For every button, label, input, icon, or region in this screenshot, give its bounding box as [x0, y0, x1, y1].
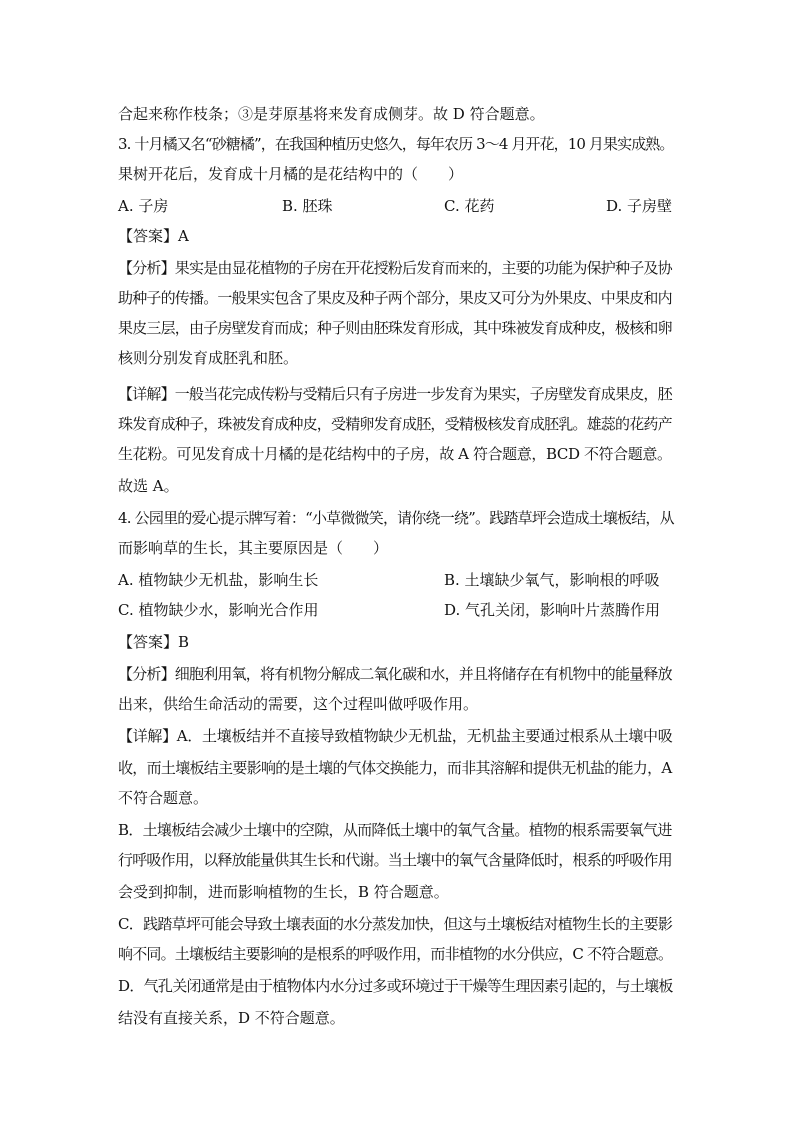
- q3-analysis-line: 助种子的传播。一般果实包含了果皮及种子两个部分，果皮又可分为外果皮、中果皮和内: [118, 289, 672, 307]
- q3-detail-line: 珠发育成种子，珠被发育成种皮，受精卵发育成胚，受精极核发育成胚乳。雄蕊的花药产: [118, 415, 672, 433]
- q4-detail-line: 会受到抑制，进而影响植物的生长，B 符合题意。: [118, 883, 449, 901]
- q4-detail-line: 行呼吸作用，以释放能量供其生长和代谢。当土壤中的氧气含量降低时，根系的呼吸作用: [118, 851, 672, 869]
- q3-option-b: B. 胚珠: [282, 197, 333, 215]
- q4-option-b: B. 土壤缺少氧气，影响根的呼吸: [444, 571, 660, 589]
- q4-detail-line: C．践踏草坪可能会导致土壤表面的水分蒸发加快，但这与土壤板结对植物生长的主要影: [118, 915, 673, 933]
- q3-analysis-line: 核则分别发育成胚乳和胚。: [118, 349, 299, 367]
- q4-detail-line: 响不同。土壤板结主要影响的是根系的呼吸作用，而非植物的水分供应，C 不符合题意。: [118, 945, 673, 963]
- q4-analysis-line: 出来，供给生命活动的需要，这个过程叫做呼吸作用。: [118, 695, 479, 713]
- q3-option-c: C. 花药: [444, 197, 495, 215]
- q4-detail-line: 不符合题意。: [118, 789, 209, 807]
- q4-option-a: A. 植物缺少无机盐，影响生长: [118, 571, 319, 589]
- q3-stem-line-1: 3. 十月橘又名“砂糖橘”，在我国种植历史悠久，每年农历 3～4 月开花，10 月果实成熟。: [118, 135, 674, 153]
- q4-detail-line: B．土壤板结会减少土壤中的空隙，从而降低土壤中的氧气含量。植物的根系需要氧气进: [118, 821, 672, 839]
- q4-detail-line: 结没有直接关系，D 不符合题意。: [118, 1009, 345, 1027]
- q3-stem-line-2: 果树开花后，发育成十月橘的是花结构中的（ ）: [118, 165, 464, 183]
- continuation-line: 合起来称作枝条；③是芽原基将来发育成侧芽。故 D 符合题意。: [118, 105, 545, 123]
- q4-option-d: D. 气孔关闭，影响叶片蒸腾作用: [444, 601, 661, 619]
- q4-answer: 【答案】B: [118, 633, 190, 651]
- q3-option-a: A. 子房: [118, 197, 169, 215]
- q4-option-c: C. 植物缺少水，影响光合作用: [118, 601, 319, 619]
- q3-analysis-line: 果皮三层，由子房壁发育而成；种子则由胚珠发育形成，其中珠被发育成种皮，极核和卵: [118, 319, 672, 337]
- q3-detail-line: 故选 A。: [118, 477, 179, 495]
- q3-option-d: D. 子房壁: [606, 197, 673, 215]
- q3-detail-line: 【详解】一般当花完成传粉与受精后只有子房进一步发育为果实，子房壁发育成果皮，胚: [118, 385, 672, 403]
- q4-analysis-line: 【分析】细胞利用氧，将有机物分解成二氧化碳和水，并且将储存在有机物中的能量释放: [118, 665, 672, 683]
- q4-stem-line-2: 而影响草的生长，其主要原因是（ ）: [118, 539, 389, 557]
- q3-detail-line: 生花粉。可见发育成十月橘的是花结构中的子房，故 A 符合题意，BCD 不符合题意。: [118, 445, 672, 463]
- q3-answer: 【答案】A: [118, 227, 189, 245]
- q4-detail-line: 收，而土壤板结主要影响的是土壤的气体交换能力，而非其溶解和提供无机盐的能力，A: [118, 759, 672, 777]
- q4-detail-line: 【详解】A．土壤板结并不直接导致植物缺少无机盐，无机盐主要通过根系从土壤中吸: [118, 727, 673, 745]
- q4-detail-line: D．气孔关闭通常是由于植物体内水分过多或环境过于干燥等生理因素引起的，与土壤板: [118, 977, 673, 995]
- q3-analysis-line: 【分析】果实是由显花植物的子房在开花授粉后发育而来的，主要的功能为保护种子及协: [118, 259, 672, 277]
- q4-stem-line-1: 4. 公园里的爱心提示牌写着：“小草微微笑，请你绕一绕”。践踏草坪会造成土壤板结，从: [118, 509, 674, 527]
